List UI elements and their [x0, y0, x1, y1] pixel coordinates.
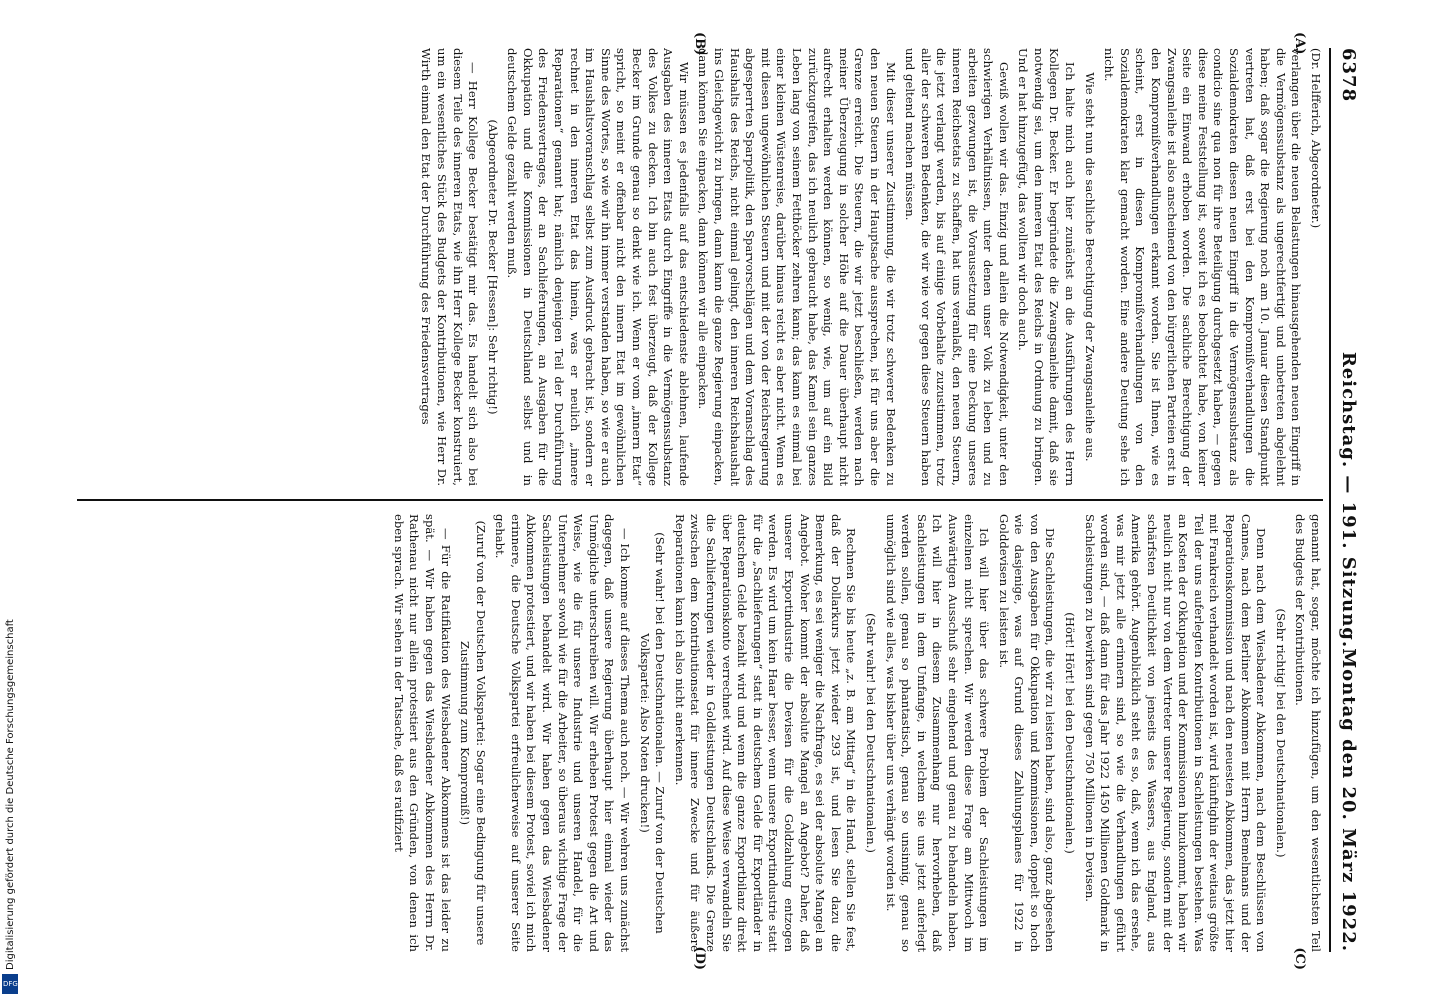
margin-mark-c: (C): [1292, 947, 1307, 970]
paragraph: — Herr Kollege Becker bestätigt mir das. Es handelt sich also bei diesem Teile des inneren Etats, wie ihn Herr Kollege Becker konstruiert, um ein wesentliches Stück des Budgets der Kontributionen, wie Herr Dr. Wirth einmal den Etat der Durchführung des Friedensvertrages: [419, 48, 481, 486]
paragraph: genannt hat, sogar, möchte ich hinzufügen, um den wesentlichsten Teil des Budgets der Kontributionen.: [1293, 514, 1323, 952]
credit-text: Digitalisierung gefördert durch die Deutsche Forschungsgemeinschaft: [5, 619, 16, 970]
interjection: (Sehr wahr! bei den Deutschnationalen. — Zuruf von der Deutschen Volkspartei: Also Noten drucken!): [637, 532, 668, 934]
page-date: Montag den 20. März 1922.: [1338, 648, 1359, 952]
paragraph: — Für die Ratifikation des Wiesbadener Abkommens ist das leider zu spät. — Wir haben gegen das Wiesbadener Abkommen des Herrn Dr. Rathenau nicht nur allein protestiert aus den Gründen, von denen ich eben sprach. Wir sehen in der Tatsache, daß es ratifiziert: [391, 514, 453, 952]
right-column: [77, 514, 1323, 952]
interjection: (Hört! Hört! bei den Deutschnationalen.): [1063, 612, 1078, 854]
dfg-logo: DFG: [2, 974, 18, 994]
paragraph: (Dr. Helfferich, Abgeordneter.): [1309, 48, 1323, 229]
paragraph: Rechnen Sie bis heute „z. B. am Mittag“ in die Hand, stellen Sie fest, daß der Dollarkurs jetzt wieder 293 ist, und lesen Sie dazu die Bemerkung, es sei weniger die Nachfrage, es sei der absolute Mangel an Angebot. Woher kommt der absolute Mangel an Angebot? Daher, daß unserer Exportindustrie die Devisen für die Goldzahlung entzogen werden. Es wird um kein Haar besser, wenn unsere Exportindustrie statt für die „Sachlieferungen“ statt in deutschem Gelde für Exportländer in deutschem Gelde bezahlt wird und wenn die ganze Exportbilanz direkt über Reparationskonto verrechnet wird. Auf diese Weise verwandeln Sie die Sachlieferungen wieder in Goldleistungen Deutschlands. Die Grenze zwischen dem Kontributionsetat für innere Zwecke und für äußere Reparationen kann ich also nicht anerkennen.: [672, 514, 859, 952]
interjection: (Abgeordneter Dr. Becker [Hessen]: Sehr richtig!): [485, 119, 500, 415]
paragraph: Denn nach dem Wiesbadener Abkommen, nach dem Beschlüssen von Cannes, nach dem Berliner Abkommen mit Herrn Bemelmans und der Reparationskommission und nach den neuesten Abkommen, das jetzt hier mit Frankreich verhandelt worden ist, wird künftighin der weitaus größte Teil der uns auferlegten Kontributionen in Sachleistungen bestehen. Was an Kosten der Okkupation und der Kommissionen hinzukommt, haben wir neulich nicht nur von dem Vertreter unserer Regierung, sondern mit der schärfsten Deutlichkeit von jenseits des Wassers, aus England, aus Amerika gehört. Augenblicklich steht es so, daß, wenn ich das ersehe, was mir jetzt alle erinnern sind, so wie die Verhandlungen geführt worden sind, — daß dann für das Jahr 1922 1450 Millionen Goldmark in Sachleistungen zu bewirken sind gegen 750 Millionen in Devisen.: [1082, 514, 1269, 952]
interjection: (Sehr wahr! bei den Deutschnationalen.): [863, 613, 878, 853]
paragraph: — Ich komme auf dieses Thema auch noch. — Wir wehren uns zunächst dagegen, daß unsere Regierung überhaupt hier einmal wieder das Unmögliche unterschreiben will. Wir erheben Protest gegen die Art und Weise, wie die für unsere Industrie und unseren Handel, für die Unternehmer sowohl wie für die Arbeiter, so überaus wichtige Frage der Sachleistungen behandelt wird. Wir haben gegen das Wiesbadener Abkommen protestiert, und wir haben bei diesem Protest, soviel ich mich erinnere, die Deutsche Volkspartei erfreulicherweise auf unserer Seite gehabt.: [493, 514, 633, 952]
newspaper-page: [67, 30, 1367, 970]
paragraph: Ich will hier über das schwere Problem der Sachleistungen im einzelnen nicht sprechen. Wir werden diese Frage am Mittwoch im Auswärtigen Ausschuß sehr eingehend und genau zu behandeln haben. Ich will hier in diesem Zusammenhang nur hervorheben, daß Sachleistungen in dem Umfange, in welchem sie uns jetzt auferlegt werden sollen, genau so phantastisch, genau so unsinnig, genau so unmöglich sind wie alles, was bisher über uns verhängt worden ist.: [883, 514, 992, 952]
margin-mark-a: (A): [1292, 32, 1307, 55]
interjection: (Zuruf von der Deutschen Volkspartei: Sogar eine Bedingung für unsere Zustimmung zum Kompromiß!): [458, 520, 488, 946]
margin-mark-b: (B): [692, 32, 707, 56]
column-divider: [77, 499, 1323, 501]
digitization-credit: [4, 10, 18, 970]
page-number: 6378: [1338, 48, 1359, 103]
paragraph: Gewiß wollen wir das. Einzig und allein die Notwendigkeit, unter den schwierigen Verhältnissen, unter denen unser Volk zu leben und zu arbeiten gezwungen ist, die Voraussetzung für eine Deckung unseres inneren Reichsetats zu schaffen, hat uns veranlaßt, den neuen Steuern, die jetzt verlangt werden, bis auf einige Vorbehalte zuzustimmen, trotz aller der schweren Bedenken, die wir wie vor gegen diese Steuern haben und geltend machen müssen.: [903, 48, 1011, 486]
paragraph: Wir müssen es jedenfalls auf das entschiedenste ablehnen, laufende Ausgaben des inneren Etats durch Eingriffe in die Vermögenssubstanz des Volkes zu decken. Ich bin auch fest überzeugt, daß der Kollege Becker im Grunde genau so denkt wie ich. Wenn er vom „innern Etat“ spricht, so meint er offenbar nicht den innern Etat im gewöhnlichen Sinne des Wortes, so wie wir ihn immer verstanden haben, so wie er auch im Haushaltsvoranschlag selbst zum Ausdruck gebracht ist, sondern er rechnet in den inneren Etat das hinein, was er neulich „innere Reparationen“ genannt hat; nämlich denjenigen Teil der Durchführung des Friedensvertrages, der an Sachlieferungen, an Ausgaben für die Okkupation und die Kommissionen in Deutschland selbst und in deutschem Gelde gezahlt werden muß.: [505, 48, 691, 486]
page-title: Reichstag. — 191. Sitzung.: [1338, 351, 1359, 649]
left-column: [77, 48, 1323, 486]
page-header: [1333, 48, 1359, 952]
paragraph: Die Sachleistungen, die wir zu leisten haben, sind also, ganz abgesehen von den Ausgaben für Okkupation und Kommissionen, doppelt so hoch wie dasjenige, was auf Grund dieses Zahlungsplanes für 1922 in Golddevisen zu leisten ist.: [996, 514, 1058, 952]
paragraph: Wie steht nun die sachliche Berechtigung der Zwangsanleihe aus.: [1082, 72, 1097, 462]
paragraph: Mit dieser unserer Zustimmung, die wir trotz schwerer Bedenken zu den neuen Steuern in der Hauptsache aussprechen, ist für uns aber die Grenze erreicht. Die Steuern, die wir jetzt beschließen, werden nach meiner Überzeugung in solcher Höhe auf die Dauer überhaupt nicht aufrecht erhalten werden können, so wenig, wie, um auf ein Bild zurückzugreifen, das ich neulich gebraucht habe, das Kamel sein ganzes Leben lang von seinem Fetthöcker zehren kann; das kann es einmal bei einer kleinen Wüstenreise, darüber hinaus reicht es aber nicht. Wenn es mit diesen ungewöhnlichen Steuern und mit der von der Reichsregierung abgesperrten Sparpolitik, den Sparvorschlägen und dem Voranschlag des Haushalts des Reichs, nicht einmal gelingt, den inneren Reichshaushalt ins Gleichgewicht zu bringen, dann kann die ganze Regierung einpacken, dann können Sie einpacken, dann können wir alle einpacken.: [696, 48, 898, 486]
interjection: (Sehr richtig! bei den Deutschnationalen.): [1273, 608, 1288, 858]
margin-mark-d: (D): [692, 946, 707, 970]
paragraph: Ich halte mich auch hier zunächst an die Ausführungen des Herrn Kollegen Dr. Becker. Er begründete die Zwangsanleihe damit, daß sie notwendig sei, um den inneren Etat des Reichs in Ordnung zu bringen. Und er hat hinzugefügt, das wollten wir doch auch.: [1016, 48, 1078, 486]
paragraph: verlangen über die neuen Belastungen hinausgehenden neuen Eingriff in die Vermögenssubstanz als ungerechtfertigt und unbetreten abgelehnt haben; daß sogar die Regierung noch am 10. Januar diesen Standpunkt vertreten hat, daß erst bei den Kompromißverhandlungen die Sozialdemokraten diesen neuen Eingriff in die Vermögenssubstanz als condicio sine qua non für ihre Beteiligung durchgesetzt haben, — gegen diese meine Feststellung ist, soweit ich es beobachtet habe, von keiner Seite ein Einwand erhoben worden. Die sachliche Berechtigung der Zwangsanleihe ist also anscheinend von den bürgerlichen Parteien erst in den Kompromißverhandlungen erkannt worden. Sie ist Ihnen, wie es scheint, erst in diesen Kompromißverhandlungen von den Sozialdemokraten klar gemacht worden. Eine andere Deutung sehe ich nicht.: [1102, 48, 1304, 486]
header-rule: [1329, 48, 1331, 952]
